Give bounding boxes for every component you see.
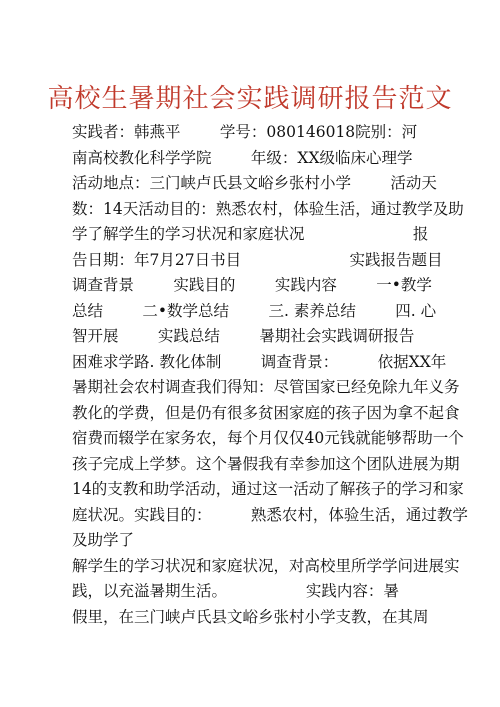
text-line: 困难求学路. 教化体制 调查背景： 依据XX年 bbox=[72, 352, 447, 371]
text-line: 宿费而辍学在家务农，每个月仅仅40元钱就能够帮助一个 bbox=[72, 429, 464, 447]
text-line: 暑期社会农村调查我们得知：尽管国家已经免除九年义务 bbox=[72, 378, 460, 396]
text-line: 14的支教和助学活动，通过这一活动了解孩子的学习和家 bbox=[72, 480, 464, 498]
text-line: 告日期：年7月27日书目 实践报告题目 bbox=[72, 250, 443, 269]
text-line: 智开展 实践总结 暑期社会实践调研报告 bbox=[72, 327, 415, 345]
text-line: 假里，在三门峡卢氏县文峪乡张村小学支教，在其周 bbox=[72, 607, 429, 626]
text-line: 活动地点：三门峡卢氏县文峪乡张村小学 活动天 bbox=[72, 174, 437, 192]
text-line: 践，以充溢暑期生活。 实践内容：暑 bbox=[72, 582, 399, 600]
text-line: 实践者：韩燕平 学号：080146018院别：河 bbox=[72, 123, 418, 141]
document-body bbox=[72, 120, 468, 630]
text-line: 总结 二•数学总结 三. 素养总结 四. 心 bbox=[72, 301, 437, 320]
text-line: 及助学了 bbox=[72, 531, 135, 549]
text-line: 数：14天活动目的：熟悉农村，体验生活，通过教学及助 bbox=[72, 199, 464, 218]
text-line: 调查背景 实践目的 实践内容 一•教学 bbox=[72, 276, 432, 294]
text-line: 孩子完成上学梦。这个暑假我有幸参加这个团队进展为期 bbox=[72, 454, 460, 473]
text-line: 教化的学费，但是仍有很多贫困家庭的孩子因为拿不起食 bbox=[72, 403, 460, 422]
text-line: 解学生的学习状况和家庭状况，对高校里所学学问进展实 bbox=[72, 556, 460, 575]
document-title: 高校生暑期社会实践调研报告范文 bbox=[47, 84, 453, 114]
text-line: 学了解学生的学习状况和家庭状况 报 bbox=[72, 225, 429, 243]
text-line: 庭状况。实践目的： 熟悉农村，体验生活，通过教学 bbox=[72, 505, 468, 524]
text-line: 南高校教化科学学院 年级：XX级临床心理学 bbox=[72, 148, 413, 167]
